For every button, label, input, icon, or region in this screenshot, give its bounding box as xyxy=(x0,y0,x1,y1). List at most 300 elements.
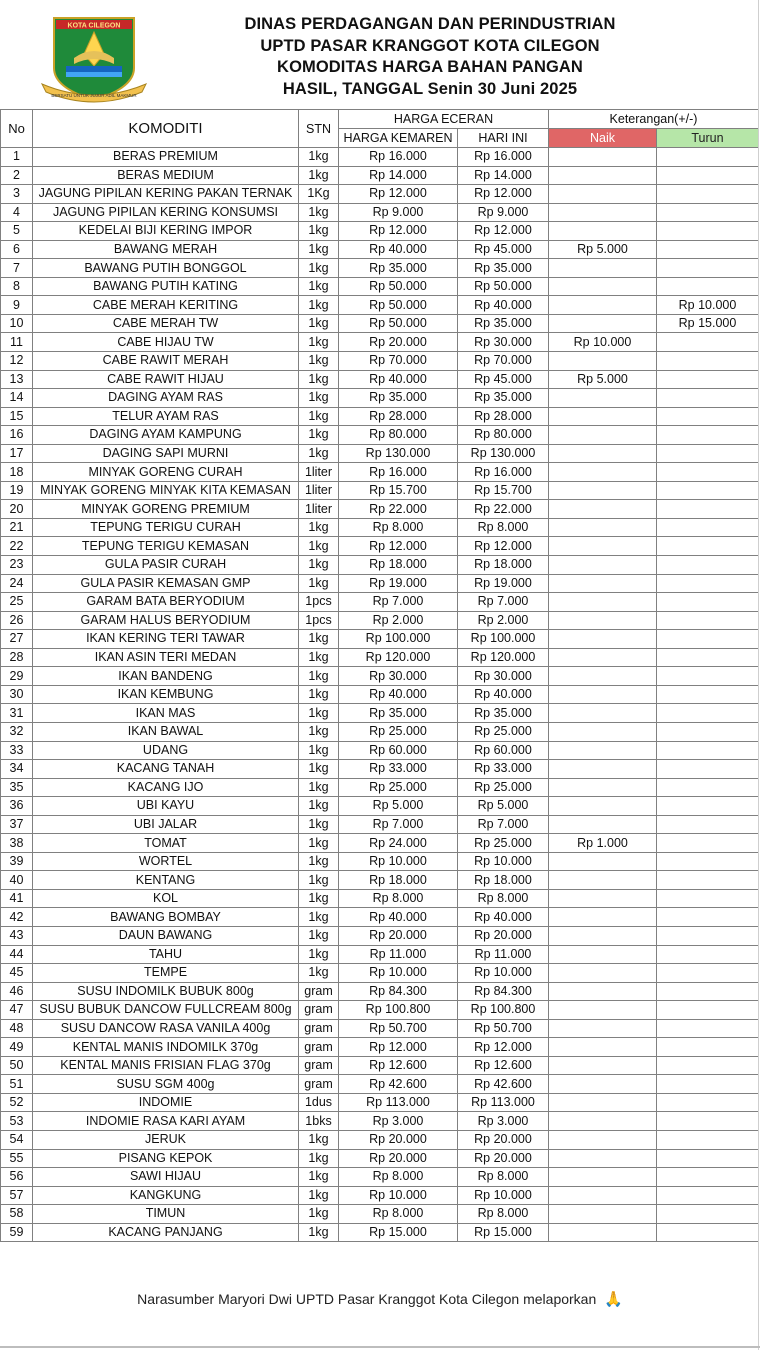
row-number: 38 xyxy=(1,834,33,853)
price-today: Rp 15.000 xyxy=(458,1223,549,1242)
unit: 1kg xyxy=(299,630,339,649)
unit: 1kg xyxy=(299,1205,339,1224)
price-decrease xyxy=(657,648,759,667)
price-yesterday: Rp 20.000 xyxy=(339,1149,458,1168)
price-increase xyxy=(549,982,657,1001)
unit: 1liter xyxy=(299,463,339,482)
row-number: 37 xyxy=(1,815,33,834)
commodity-name: GULA PASIR CURAH xyxy=(33,556,299,575)
page-bottom-divider xyxy=(0,1346,760,1348)
row-number: 45 xyxy=(1,964,33,983)
price-increase xyxy=(549,500,657,519)
price-increase: Rp 5.000 xyxy=(549,370,657,389)
price-increase xyxy=(549,945,657,964)
price-yesterday: Rp 50.000 xyxy=(339,314,458,333)
price-increase xyxy=(549,648,657,667)
title-line-3: KOMODITAS HARGA BAHAN PANGAN xyxy=(277,58,583,76)
price-decrease xyxy=(657,852,759,871)
price-increase xyxy=(549,463,657,482)
row-number: 29 xyxy=(1,667,33,686)
city-emblem-logo xyxy=(32,14,156,104)
unit: 1kg xyxy=(299,444,339,463)
commodity-name: IKAN KEMBUNG xyxy=(33,685,299,704)
commodity-name: KENTANG xyxy=(33,871,299,890)
price-increase xyxy=(549,760,657,779)
commodity-name: CABE MERAH KERITING xyxy=(33,296,299,315)
price-decrease xyxy=(657,370,759,389)
commodity-name: KACANG TANAH xyxy=(33,760,299,779)
unit: 1kg xyxy=(299,203,339,222)
price-today: Rp 80.000 xyxy=(458,426,549,445)
commodity-name: INDOMIE xyxy=(33,1093,299,1112)
commodity-name: SUSU BUBUK DANCOW FULLCREAM 800g xyxy=(33,1001,299,1020)
commodity-name: PISANG KEPOK xyxy=(33,1149,299,1168)
price-decrease xyxy=(657,778,759,797)
commodity-name: MINYAK GORENG CURAH xyxy=(33,463,299,482)
price-yesterday: Rp 10.000 xyxy=(339,964,458,983)
price-yesterday: Rp 25.000 xyxy=(339,722,458,741)
price-increase xyxy=(549,185,657,204)
price-increase xyxy=(549,314,657,333)
table-row xyxy=(1,741,759,760)
price-yesterday: Rp 25.000 xyxy=(339,778,458,797)
price-decrease xyxy=(657,630,759,649)
unit: gram xyxy=(299,1001,339,1020)
table-row xyxy=(1,908,759,927)
price-today: Rp 8.000 xyxy=(458,518,549,537)
row-number: 2 xyxy=(1,166,33,185)
price-decrease xyxy=(657,518,759,537)
table-row xyxy=(1,945,759,964)
unit: 1dus xyxy=(299,1093,339,1112)
price-today: Rp 50.000 xyxy=(458,277,549,296)
price-increase xyxy=(549,426,657,445)
price-decrease xyxy=(657,1149,759,1168)
commodity-name: KACANG PANJANG xyxy=(33,1223,299,1242)
commodity-name: UBI KAYU xyxy=(33,797,299,816)
unit: 1kg xyxy=(299,370,339,389)
row-number: 53 xyxy=(1,1112,33,1131)
row-number: 40 xyxy=(1,871,33,890)
commodity-name: GARAM BATA BERYODIUM xyxy=(33,593,299,612)
table-row xyxy=(1,240,759,259)
price-yesterday: Rp 2.000 xyxy=(339,611,458,630)
table-row xyxy=(1,1205,759,1224)
price-today: Rp 7.000 xyxy=(458,593,549,612)
price-decrease xyxy=(657,277,759,296)
price-yesterday: Rp 50.000 xyxy=(339,296,458,315)
price-today: Rp 9.000 xyxy=(458,203,549,222)
price-yesterday: Rp 30.000 xyxy=(339,667,458,686)
row-number: 54 xyxy=(1,1130,33,1149)
price-decrease xyxy=(657,871,759,890)
price-yesterday: Rp 10.000 xyxy=(339,1186,458,1205)
unit: 1kg xyxy=(299,945,339,964)
row-number: 21 xyxy=(1,518,33,537)
col-header-harga-eceran: HARGA ECERAN xyxy=(339,110,549,129)
price-decrease xyxy=(657,1186,759,1205)
unit: 1pcs xyxy=(299,611,339,630)
price-yesterday: Rp 80.000 xyxy=(339,426,458,445)
commodity-name: IKAN KERING TERI TAWAR xyxy=(33,630,299,649)
price-today: Rp 3.000 xyxy=(458,1112,549,1131)
table-row xyxy=(1,889,759,908)
price-yesterday: Rp 100.800 xyxy=(339,1001,458,1020)
row-number: 20 xyxy=(1,500,33,519)
price-decrease xyxy=(657,203,759,222)
col-header-keterangan: Keterangan(+/-) xyxy=(549,110,759,129)
price-increase xyxy=(549,389,657,408)
commodity-name: GULA PASIR KEMASAN GMP xyxy=(33,574,299,593)
unit: 1kg xyxy=(299,259,339,278)
table-row xyxy=(1,852,759,871)
price-yesterday: Rp 20.000 xyxy=(339,926,458,945)
price-yesterday: Rp 35.000 xyxy=(339,389,458,408)
price-yesterday: Rp 20.000 xyxy=(339,333,458,352)
price-today: Rp 120.000 xyxy=(458,648,549,667)
col-header-naik: Naik xyxy=(549,129,657,148)
row-number: 34 xyxy=(1,760,33,779)
price-decrease xyxy=(657,556,759,575)
commodity-name: SAWI HIJAU xyxy=(33,1168,299,1187)
unit: 1kg xyxy=(299,240,339,259)
price-decrease xyxy=(657,426,759,445)
price-decrease xyxy=(657,889,759,908)
price-decrease xyxy=(657,834,759,853)
col-header-hari-ini: HARI INI xyxy=(458,129,549,148)
price-yesterday: Rp 113.000 xyxy=(339,1093,458,1112)
price-decrease xyxy=(657,240,759,259)
price-increase xyxy=(549,593,657,612)
price-today: Rp 70.000 xyxy=(458,352,549,371)
row-number: 12 xyxy=(1,352,33,371)
row-number: 8 xyxy=(1,277,33,296)
commodity-name: IKAN BANDENG xyxy=(33,667,299,686)
row-number: 10 xyxy=(1,314,33,333)
price-today: Rp 50.700 xyxy=(458,1019,549,1038)
commodity-name: IKAN MAS xyxy=(33,704,299,723)
price-yesterday: Rp 16.000 xyxy=(339,463,458,482)
price-today: Rp 18.000 xyxy=(458,871,549,890)
price-yesterday: Rp 11.000 xyxy=(339,945,458,964)
price-today: Rp 14.000 xyxy=(458,166,549,185)
table-row xyxy=(1,630,759,649)
price-today: Rp 35.000 xyxy=(458,259,549,278)
commodity-name: DAUN BAWANG xyxy=(33,926,299,945)
price-today: Rp 20.000 xyxy=(458,926,549,945)
price-yesterday: Rp 8.000 xyxy=(339,889,458,908)
price-increase xyxy=(549,1093,657,1112)
table-row xyxy=(1,871,759,890)
price-increase xyxy=(549,1149,657,1168)
price-increase xyxy=(549,630,657,649)
commodity-name: CABE RAWIT HIJAU xyxy=(33,370,299,389)
price-yesterday: Rp 15.000 xyxy=(339,1223,458,1242)
price-increase xyxy=(549,704,657,723)
commodity-name: TOMAT xyxy=(33,834,299,853)
price-today: Rp 40.000 xyxy=(458,908,549,927)
commodity-name: IKAN BAWAL xyxy=(33,722,299,741)
row-number: 57 xyxy=(1,1186,33,1205)
table-row xyxy=(1,760,759,779)
unit: 1Kg xyxy=(299,185,339,204)
table-row xyxy=(1,370,759,389)
price-increase xyxy=(549,259,657,278)
table-row xyxy=(1,1075,759,1094)
commodity-name: TEMPE xyxy=(33,964,299,983)
commodity-name: KANGKUNG xyxy=(33,1186,299,1205)
unit: 1kg xyxy=(299,1149,339,1168)
table-row xyxy=(1,667,759,686)
unit: gram xyxy=(299,982,339,1001)
price-increase xyxy=(549,1223,657,1242)
price-today: Rp 25.000 xyxy=(458,834,549,853)
price-decrease xyxy=(657,148,759,167)
price-today: Rp 12.000 xyxy=(458,222,549,241)
table-row xyxy=(1,203,759,222)
commodity-name: MINYAK GORENG PREMIUM xyxy=(33,500,299,519)
unit: 1kg xyxy=(299,1168,339,1187)
price-yesterday: Rp 19.000 xyxy=(339,574,458,593)
price-today: Rp 42.600 xyxy=(458,1075,549,1094)
price-yesterday: Rp 16.000 xyxy=(339,148,458,167)
report-footer xyxy=(0,1290,760,1308)
price-decrease xyxy=(657,259,759,278)
price-decrease xyxy=(657,593,759,612)
price-increase xyxy=(549,908,657,927)
price-today: Rp 12.600 xyxy=(458,1056,549,1075)
col-header-turun: Turun xyxy=(657,129,759,148)
table-row xyxy=(1,815,759,834)
price-today: Rp 130.000 xyxy=(458,444,549,463)
table-row xyxy=(1,1130,759,1149)
row-number: 55 xyxy=(1,1149,33,1168)
unit: gram xyxy=(299,1056,339,1075)
unit: 1kg xyxy=(299,815,339,834)
price-today: Rp 8.000 xyxy=(458,1168,549,1187)
table-row xyxy=(1,518,759,537)
price-increase xyxy=(549,889,657,908)
table-row xyxy=(1,537,759,556)
price-yesterday: Rp 50.700 xyxy=(339,1019,458,1038)
unit: 1kg xyxy=(299,389,339,408)
price-today: Rp 2.000 xyxy=(458,611,549,630)
price-yesterday: Rp 42.600 xyxy=(339,1075,458,1094)
price-increase xyxy=(549,203,657,222)
price-today: Rp 84.300 xyxy=(458,982,549,1001)
col-header-komoditi: KOMODITI xyxy=(33,110,299,148)
price-increase: Rp 1.000 xyxy=(549,834,657,853)
commodity-name: TELUR AYAM RAS xyxy=(33,407,299,426)
price-increase xyxy=(549,722,657,741)
table-row xyxy=(1,352,759,371)
table-row xyxy=(1,333,759,352)
unit: 1kg xyxy=(299,926,339,945)
price-today: Rp 15.700 xyxy=(458,481,549,500)
price-today: Rp 11.000 xyxy=(458,945,549,964)
row-number: 48 xyxy=(1,1019,33,1038)
row-number: 16 xyxy=(1,426,33,445)
unit: 1kg xyxy=(299,277,339,296)
price-decrease xyxy=(657,685,759,704)
price-increase xyxy=(549,1130,657,1149)
price-yesterday: Rp 8.000 xyxy=(339,518,458,537)
price-decrease xyxy=(657,1168,759,1187)
row-number: 17 xyxy=(1,444,33,463)
price-increase xyxy=(549,222,657,241)
price-yesterday: Rp 9.000 xyxy=(339,203,458,222)
unit: gram xyxy=(299,1038,339,1057)
table-row xyxy=(1,778,759,797)
price-yesterday: Rp 40.000 xyxy=(339,240,458,259)
price-yesterday: Rp 5.000 xyxy=(339,797,458,816)
price-increase xyxy=(549,1019,657,1038)
page-edge-divider xyxy=(758,0,759,1350)
price-increase xyxy=(549,871,657,890)
price-today: Rp 40.000 xyxy=(458,296,549,315)
unit: 1kg xyxy=(299,648,339,667)
price-increase xyxy=(549,667,657,686)
price-yesterday: Rp 35.000 xyxy=(339,259,458,278)
table-row xyxy=(1,1001,759,1020)
price-today: Rp 35.000 xyxy=(458,314,549,333)
commodity-name: DAGING SAPI MURNI xyxy=(33,444,299,463)
commodity-name: TEPUNG TERIGU KEMASAN xyxy=(33,537,299,556)
price-decrease xyxy=(657,1075,759,1094)
price-increase xyxy=(549,537,657,556)
price-decrease xyxy=(657,741,759,760)
price-increase xyxy=(549,481,657,500)
commodity-name: BERAS MEDIUM xyxy=(33,166,299,185)
commodity-name: SUSU DANCOW RASA VANILA 400g xyxy=(33,1019,299,1038)
price-increase xyxy=(549,148,657,167)
price-decrease xyxy=(657,797,759,816)
price-decrease xyxy=(657,185,759,204)
price-decrease xyxy=(657,1093,759,1112)
price-decrease xyxy=(657,352,759,371)
price-today: Rp 28.000 xyxy=(458,407,549,426)
logo-text-top: KOTA CILEGON xyxy=(67,22,121,30)
price-yesterday: Rp 70.000 xyxy=(339,352,458,371)
row-number: 59 xyxy=(1,1223,33,1242)
row-number: 6 xyxy=(1,240,33,259)
row-number: 35 xyxy=(1,778,33,797)
price-today: Rp 100.000 xyxy=(458,630,549,649)
price-yesterday: Rp 18.000 xyxy=(339,871,458,890)
price-decrease xyxy=(657,926,759,945)
price-yesterday: Rp 50.000 xyxy=(339,277,458,296)
price-decrease xyxy=(657,704,759,723)
price-yesterday: Rp 120.000 xyxy=(339,648,458,667)
price-today: Rp 45.000 xyxy=(458,370,549,389)
commodity-name: JAGUNG PIPILAN KERING KONSUMSI xyxy=(33,203,299,222)
price-today: Rp 10.000 xyxy=(458,1186,549,1205)
price-increase xyxy=(549,964,657,983)
price-today: Rp 20.000 xyxy=(458,1149,549,1168)
row-number: 56 xyxy=(1,1168,33,1187)
price-decrease xyxy=(657,1038,759,1057)
row-number: 32 xyxy=(1,722,33,741)
price-increase xyxy=(549,1056,657,1075)
row-number: 33 xyxy=(1,741,33,760)
price-today: Rp 45.000 xyxy=(458,240,549,259)
price-increase: Rp 5.000 xyxy=(549,240,657,259)
row-number: 39 xyxy=(1,852,33,871)
price-today: Rp 40.000 xyxy=(458,685,549,704)
table-row xyxy=(1,926,759,945)
price-increase xyxy=(549,1168,657,1187)
price-today: Rp 20.000 xyxy=(458,1130,549,1149)
table-row xyxy=(1,407,759,426)
table-row xyxy=(1,500,759,519)
report-titles xyxy=(150,14,710,100)
unit: 1kg xyxy=(299,964,339,983)
price-decrease xyxy=(657,1223,759,1242)
price-yesterday: Rp 3.000 xyxy=(339,1112,458,1131)
commodity-name: GARAM HALUS BERYODIUM xyxy=(33,611,299,630)
praying-hands-icon: 🙏 xyxy=(604,1291,623,1308)
price-decrease xyxy=(657,389,759,408)
table-row xyxy=(1,277,759,296)
unit: 1kg xyxy=(299,778,339,797)
price-today: Rp 35.000 xyxy=(458,389,549,408)
commodity-name: BAWANG MERAH xyxy=(33,240,299,259)
unit: 1kg xyxy=(299,574,339,593)
price-yesterday: Rp 18.000 xyxy=(339,556,458,575)
commodity-name: JAGUNG PIPILAN KERING PAKAN TERNAK xyxy=(33,185,299,204)
table-row xyxy=(1,648,759,667)
price-today: Rp 113.000 xyxy=(458,1093,549,1112)
price-decrease xyxy=(657,407,759,426)
row-number: 27 xyxy=(1,630,33,649)
unit: 1kg xyxy=(299,1186,339,1205)
unit: 1kg xyxy=(299,518,339,537)
price-increase xyxy=(549,556,657,575)
commodity-name: KEDELAI BIJI KERING IMPOR xyxy=(33,222,299,241)
table-row xyxy=(1,556,759,575)
price-yesterday: Rp 40.000 xyxy=(339,685,458,704)
commodity-name: INDOMIE RASA KARI AYAM xyxy=(33,1112,299,1131)
price-yesterday: Rp 10.000 xyxy=(339,852,458,871)
unit: 1kg xyxy=(299,166,339,185)
table-row xyxy=(1,389,759,408)
commodity-name: KACANG IJO xyxy=(33,778,299,797)
price-decrease xyxy=(657,1001,759,1020)
unit: 1kg xyxy=(299,722,339,741)
unit: 1pcs xyxy=(299,593,339,612)
row-number: 50 xyxy=(1,1056,33,1075)
price-decrease xyxy=(657,333,759,352)
row-number: 47 xyxy=(1,1001,33,1020)
price-yesterday: Rp 20.000 xyxy=(339,1130,458,1149)
row-number: 19 xyxy=(1,481,33,500)
table-row xyxy=(1,1093,759,1112)
price-yesterday: Rp 12.000 xyxy=(339,185,458,204)
price-yesterday: Rp 100.000 xyxy=(339,630,458,649)
commodity-name: BAWANG PUTIH KATING xyxy=(33,277,299,296)
price-yesterday: Rp 40.000 xyxy=(339,370,458,389)
price-decrease xyxy=(657,1112,759,1131)
price-increase xyxy=(549,1001,657,1020)
price-increase xyxy=(549,852,657,871)
unit: 1kg xyxy=(299,797,339,816)
row-number: 5 xyxy=(1,222,33,241)
table-row xyxy=(1,982,759,1001)
table-row xyxy=(1,574,759,593)
table-row xyxy=(1,185,759,204)
price-decrease xyxy=(657,1130,759,1149)
table-row xyxy=(1,463,759,482)
